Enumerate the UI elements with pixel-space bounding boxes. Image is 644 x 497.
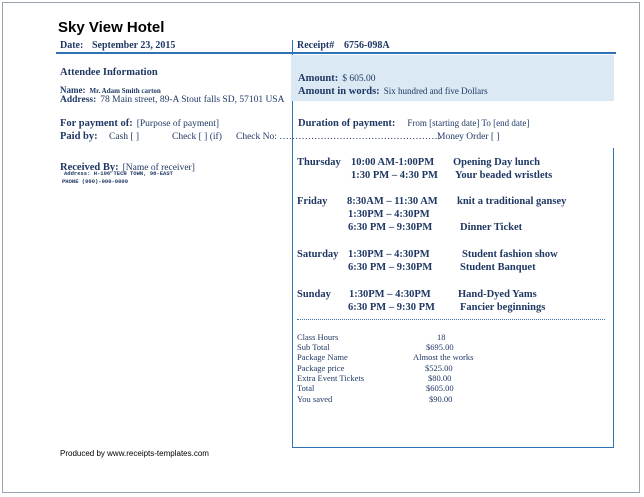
totals-value: 18 xyxy=(437,332,446,342)
amount-words-row xyxy=(298,81,488,99)
schedule-event: Your beaded wristlets xyxy=(455,170,553,181)
check-number-field[interactable]: Check No: …………………………………………… xyxy=(236,132,441,142)
dotted-divider xyxy=(297,319,605,320)
totals-value: Almost the works xyxy=(413,352,474,362)
payment-for-row xyxy=(60,113,219,131)
receiver-value: [Name of receiver] xyxy=(122,163,195,173)
totals-value: $525.00 xyxy=(425,363,453,373)
schedule-day: Friday xyxy=(297,196,328,207)
totals-value: $90.00 xyxy=(429,394,453,404)
check-option[interactable]: Check [ ] (if) xyxy=(172,132,222,142)
schedule-time: 6:30 PM – 9:30PM xyxy=(348,222,433,233)
schedule-time: 1:30PM – 4:30PM xyxy=(349,289,431,300)
schedule-day: Sunday xyxy=(297,289,331,300)
receipt-number: 6756-098A xyxy=(344,40,390,51)
receipt-label: Receipt# xyxy=(297,40,335,51)
totals-label: Package price xyxy=(297,363,345,373)
duration-value: From [starting date] To [end date] xyxy=(407,118,530,128)
schedule-time: 8:30AM – 11:30 AM xyxy=(347,196,438,207)
attendee-name-label: Name: xyxy=(60,85,86,95)
amount-words-label: Amount in words: xyxy=(298,86,380,97)
schedule-time: 10:00 AM-1:00PM xyxy=(351,157,435,168)
schedule-time: 1:30PM – 4:30PM xyxy=(348,249,430,260)
schedule-event: Hand-Dyed Yams xyxy=(458,289,537,300)
hotel-name: Sky View Hotel xyxy=(58,19,165,36)
schedule-event: Opening Day lunch xyxy=(453,157,540,168)
duration-row xyxy=(298,113,529,131)
schedule-box xyxy=(292,148,614,448)
schedule-time: 1:30 PM – 4:30 PM xyxy=(351,170,438,181)
totals-label: Sub Total xyxy=(297,342,330,352)
schedule-day: Thursday xyxy=(297,157,341,168)
attendee-address-row xyxy=(60,89,284,107)
receiver-label: Received By: xyxy=(60,162,119,173)
totals-label: Class Hours xyxy=(297,332,339,342)
payment-for-value: [Purpose of payment] xyxy=(136,119,220,129)
schedule-time: 6:30 PM – 9:30 PM xyxy=(348,302,435,313)
totals-value: $695.00 xyxy=(426,342,454,352)
attendee-address-value: 78 Main street, 89-A Stout falls SD, 57101 USA xyxy=(100,95,285,105)
receiver-address: Address: H-106 TECH TOWN, 98-EAST xyxy=(64,170,173,177)
amount-value: $ 605.00 xyxy=(342,74,376,84)
schedule-day: Saturday xyxy=(297,249,339,260)
money-order-option[interactable]: Money Order [ ] xyxy=(437,132,500,142)
amount-label: Amount: xyxy=(298,73,339,84)
totals-value: $80.00 xyxy=(428,373,452,383)
attendee-title: Attendee Information xyxy=(60,67,158,78)
duration-label: Duration of payment: xyxy=(298,118,396,129)
footer-credit[interactable]: Produced by www.receipts-templates.com xyxy=(60,449,209,458)
schedule-event: Student fashion show xyxy=(462,249,558,260)
schedule-event: Student Banquet xyxy=(460,262,536,273)
amount-words-value: Six hundred and five Dollars xyxy=(383,86,488,96)
totals-label: Package Name xyxy=(297,352,348,362)
receiver-phone: PHONE (000)-000-0000 xyxy=(62,178,129,185)
date-label: Date: xyxy=(60,40,84,51)
schedule-event: Dinner Ticket xyxy=(460,222,523,233)
totals-value: $605.00 xyxy=(426,383,454,393)
totals-label: You saved xyxy=(297,394,333,404)
date-value: September 23, 2015 xyxy=(92,40,176,51)
attendee-address-label: Address: xyxy=(60,95,97,105)
schedule-time: 1:30PM – 4:30PM xyxy=(348,209,430,220)
paid-by-label: Paid by: xyxy=(60,131,98,142)
header-divider xyxy=(56,52,616,54)
attendee-name-value: Mr. Adam Smith carton xyxy=(89,87,161,95)
totals-label: Total xyxy=(297,383,315,393)
totals-label: Extra Event Tickets xyxy=(297,373,365,383)
schedule-event: knit a traditional gansey xyxy=(457,196,567,207)
payment-for-label: For payment of: xyxy=(60,118,133,129)
schedule-time: 6:30 PM – 9:30PM xyxy=(348,262,433,273)
cash-option[interactable]: Cash [ ] xyxy=(109,132,140,142)
schedule-event: Fancier beginnings xyxy=(460,302,546,313)
